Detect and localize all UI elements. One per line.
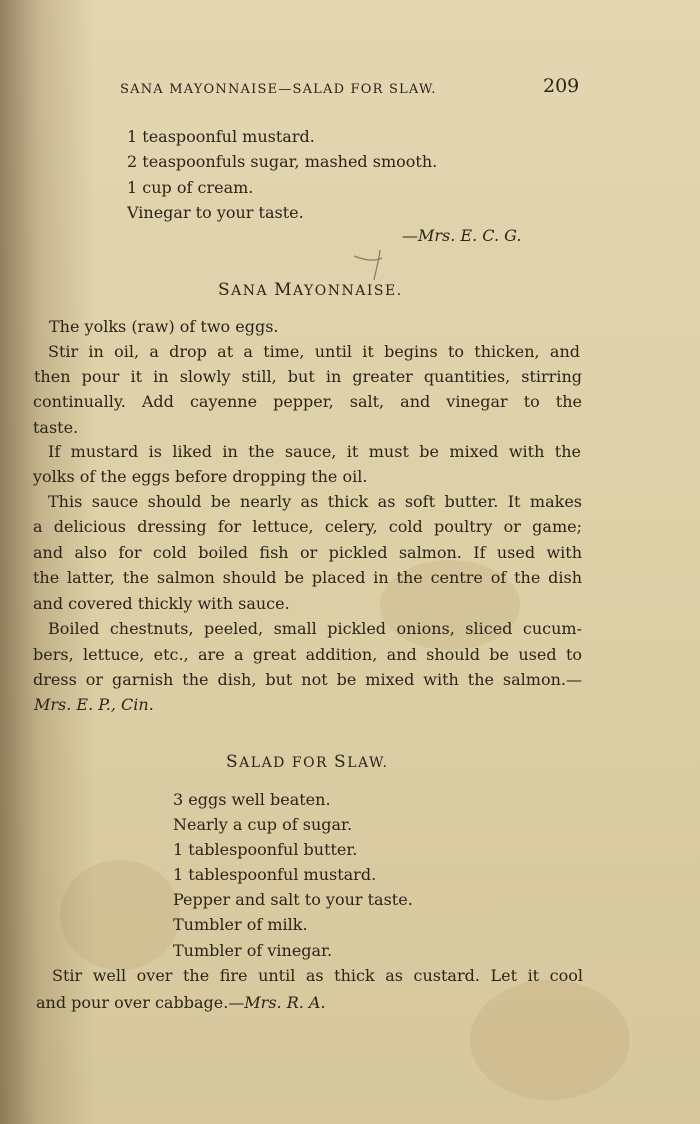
text-line: continually. Add cayenne pepper, salt, and vinegar to the <box>33 392 582 411</box>
ingredient-line: Tumbler of milk. <box>173 915 308 934</box>
paper-stain <box>470 980 630 1100</box>
page-number: 209 <box>543 75 580 97</box>
text-line: yolks of the eggs before dropping the oil. <box>33 467 368 486</box>
paper-stain <box>60 860 180 970</box>
recipe-signature: —Mrs. E. C. G. <box>402 226 522 245</box>
text-line: a delicious dressing for lettuce, celery, cold poultry or game; <box>33 517 582 536</box>
text-line: taste. <box>33 418 79 437</box>
ingredient-line: Tumbler of vinegar. <box>173 941 333 960</box>
ingredient-line: Vinegar to your taste. <box>127 203 304 222</box>
ingredient-line: Pepper and salt to your taste. <box>173 890 413 909</box>
ingredient-line: 2 teaspoonfuls sugar, mashed smooth. <box>127 152 438 171</box>
ingredient-line: 1 tablespoonful mustard. <box>173 865 377 884</box>
section-title-sana-mayonnaise: SANA MAYONNAISE. <box>218 280 403 300</box>
text-line: The yolks (raw) of two eggs. <box>49 317 279 336</box>
text-line: dress or garnish the dish, but not be mixed with the salmon.— <box>33 670 582 689</box>
recipe-signature: Mrs. E. P., Cin. <box>34 695 154 714</box>
text-line: bers, lettuce, etc., are a great addition, and should be used to <box>33 645 582 664</box>
text-line: and pour over cabbage.—Mrs. R. A. <box>36 993 326 1012</box>
text-line: then pour it in slowly still, but in greater quantities, stirring <box>34 367 582 386</box>
running-header: SANA MAYONNAISE—SALAD FOR SLAW. <box>120 82 437 97</box>
recipe-signature: —Mrs. R. A. <box>228 993 326 1012</box>
text-line: Boiled chestnuts, peeled, small pickled onions, sliced cucum- <box>48 619 582 638</box>
ingredient-line: 1 teaspoonful mustard. <box>127 127 315 146</box>
ingredient-line: 1 tablespoonful butter. <box>173 840 358 859</box>
ingredient-line: 3 eggs well beaten. <box>173 790 331 809</box>
ingredient-line: Nearly a cup of sugar. <box>173 815 353 834</box>
pencil-mark-icon <box>352 246 402 282</box>
section-title-salad-for-slaw: SALAD FOR SLAW. <box>226 752 389 772</box>
text-line: the latter, the salmon should be placed in the centre of the dish <box>33 568 582 587</box>
text-line: This sauce should be nearly as thick as soft butter. It makes <box>48 492 582 511</box>
text-line: and also for cold boiled fish or pickled salmon. If used with <box>33 543 582 562</box>
text-line: Stir in oil, a drop at a time, until it begins to thicken, and <box>48 342 580 361</box>
ingredient-line: 1 cup of cream. <box>127 178 254 197</box>
text-line: and covered thickly with sauce. <box>33 594 290 613</box>
text-line: If mustard is liked in the sauce, it must be mixed with the <box>48 442 581 461</box>
text-line: Stir well over the fire until as thick as custard. Let it cool <box>52 966 583 985</box>
